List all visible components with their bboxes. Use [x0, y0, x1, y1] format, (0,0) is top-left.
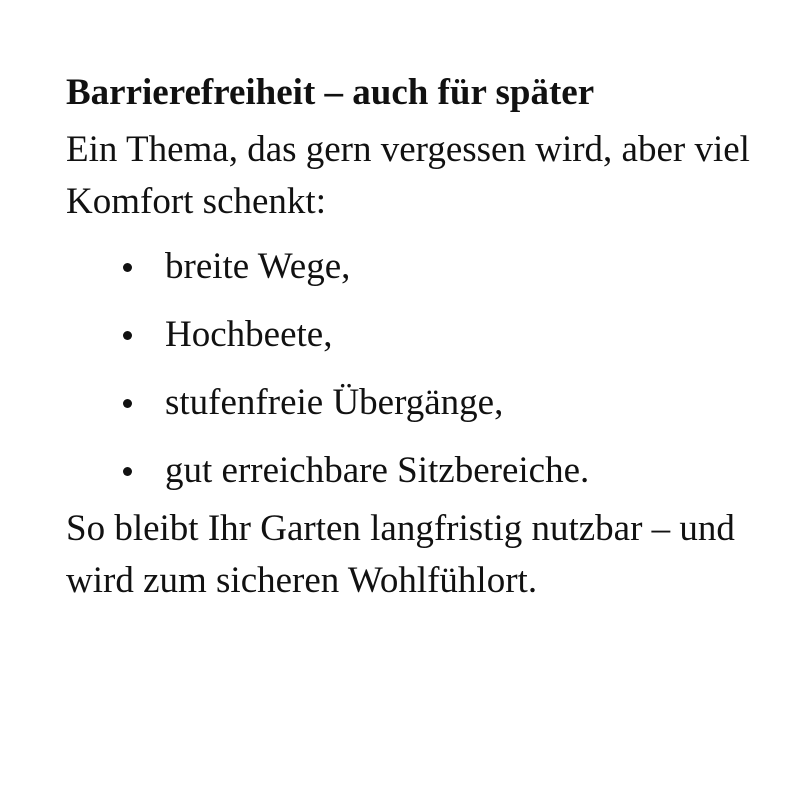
list-item-text: stufenfreie Übergänge, [165, 382, 504, 423]
bullet-icon [123, 263, 132, 272]
closing-paragraph: So bleibt Ihr Garten langfristig nutzbar – und wird zum sicheren Wohlfühlort. [66, 508, 735, 601]
bullet-icon [123, 331, 132, 340]
list-item-text: breite Wege, [165, 246, 351, 287]
list-item-text: Hochbeete, [165, 314, 333, 355]
list-item-text: gut erreichbare Sitzbereiche. [165, 450, 590, 491]
bullet-icon [123, 467, 132, 476]
feature-list [66, 241, 756, 497]
intro-paragraph: Ein Thema, das gern vergessen wird, aber viel Komfort schenkt: [66, 129, 750, 222]
list-item [66, 309, 756, 361]
document-content [66, 70, 756, 607]
section-heading: Barrierefreiheit – auch für später [66, 72, 595, 113]
list-item [66, 241, 756, 293]
list-item [66, 377, 756, 429]
bullet-icon [123, 399, 132, 408]
list-item [66, 445, 756, 497]
